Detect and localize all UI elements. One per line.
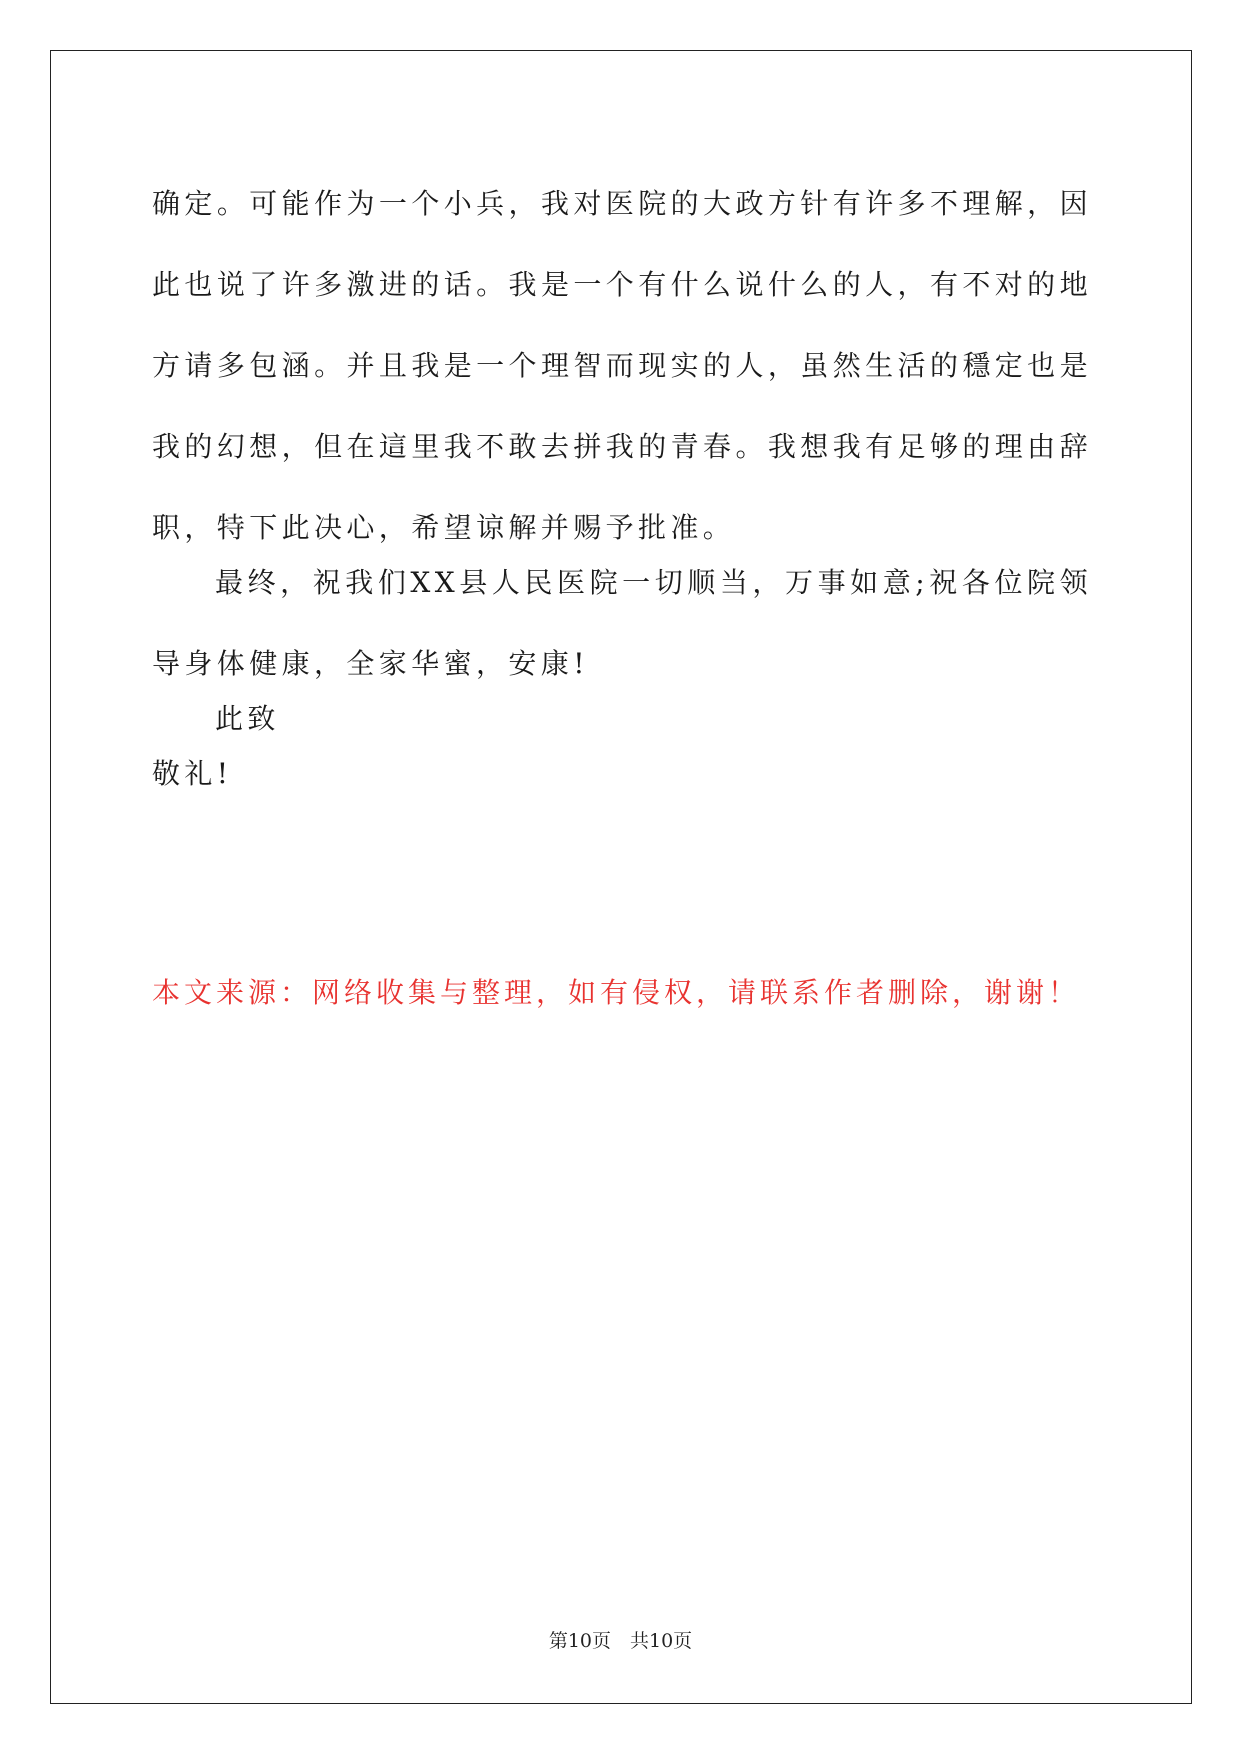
salutation-jingli: 敬礼! <box>152 757 233 790</box>
letter-body <box>152 163 1092 814</box>
body-paragraph-1: 确定。可能作为一个小兵，我对医院的大政方针有许多不理解，因此也说了许多激进的话。我是一个有什么说什么的人，有不对的地方请多包涵。并且我是一个理智而现实的人，虽然生活的穩定也是我的幻想，但在這里我不敢去拼我的青春。我想我有足够的理由辞职，特下此决心，希望谅解并赐予批准。 <box>152 187 1092 544</box>
salutation-cizhi: 此致 <box>215 702 280 735</box>
page-footer: 第10页 共10页 <box>548 1630 693 1652</box>
closing-wishes-paragraph: 最终，祝我们XX县人民医院一切顺当，万事如意;祝各位院领导身体健康，全家华蜜，安康! <box>152 566 1092 680</box>
source-disclaimer: 本文来源：网络收集与整理，如有侵权，请联系作者删除，谢谢！ <box>152 976 1081 1009</box>
